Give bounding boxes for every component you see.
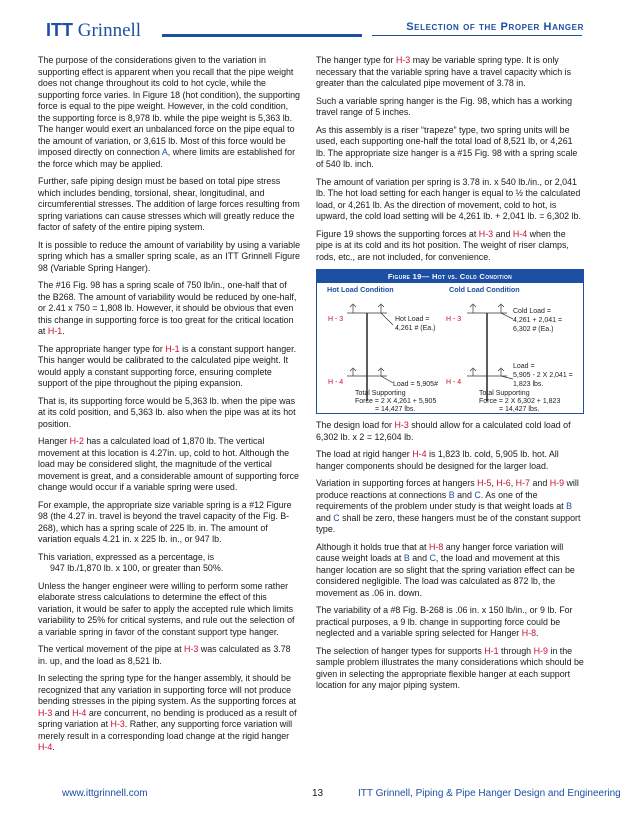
header-rule-thin [372,35,582,36]
page-header [0,0,638,48]
cold-load-line-1: Cold Load = [513,308,551,315]
paragraph: Variation in supporting forces at hangers H-5, H-6, H-7 and H-9 will produce reactions at connections B and C. As one of the requirements of the problem under study is that weight loads at B and C shall be zero, these hangers must be of the constant support type. [316,478,581,534]
paragraph: The hanger type for H-3 may be variable spring type. It is only necessary that the variable spring have a travel capacity which is greater than the calculated pipe movement of 3.78 in. [316,55,572,88]
figure-19 [316,269,584,414]
header-rule [162,34,362,37]
cold-load-line-3: 6,302 # (Ea.) [513,326,554,333]
cold-total-line-3: = 14,427 lbs. [499,406,540,413]
paragraph: The variability of a #8 Fig. B-268 is .06 in. x 150 lb/in., or 9 lb. For practical purposes, a 9 lb. change in supporting force could be neglected and a variable spring selected for Hanger H-8. [316,605,573,638]
cold-load-line-2: 4,261 + 2,041 = [513,317,563,324]
hot-total-line-2: Force = 2 X 4,261 + 5,905 [355,398,437,405]
hot-total-line-1: Total Supporting [355,390,406,397]
paragraph: Further, safe piping design must be based on total pipe stress which includes bending, torsional, shear, longitudinal, and circumferential stresses. The addition of large forces resulting from spring variations can cause stresses which will greatly reduce the factor of safety of the entire piping system. [38,176,300,232]
paragraph: Such a variable spring hanger is the Fig. 98, which has a working travel range of 5 inches. [316,95,573,117]
paragraph: The amount of variation per spring is 3.78 in. x 540 lb./in., or 2,041 lb. The hot load setting for each hanger is equal to ½ the calculated load, or 4,261 lb. As the direction of movement, cold to hot, is upward, the cold load setting will be 4,261 lb. + 2,041 lb. = 6,302 lb. [316,176,581,221]
cold-h3-spring-icon [470,304,504,307]
cold-heading: Cold Load Condition [449,285,520,294]
paragraph: The selection of hanger types for supports H-1 through H-9 in the sample problem illustrates the many considerations which should be given in selecting the appropriate flexible hanger at each support location for any major piping system. [316,645,584,690]
cold-assembly [467,304,513,401]
figure-diagram [317,283,583,413]
section-title: Selection of the Proper Hanger [406,21,584,33]
hot-load-line-1: Hot Load = [395,316,430,323]
paragraph: That is, its supporting force would be 5,363 lb. when the pipe was at its cold position, and 5,363 lb. also when the pipe was at its hot position. [38,395,296,429]
hot-assembly [347,304,393,401]
cold-total-line-1: Total Supporting [479,390,530,397]
paragraph: Unless the hanger engineer were willing to perform some rather elaborate stress calculations to determine the effect of this variation, it would be safer to apply the accepted rule which limits variability to 25% for critical systems, and rule out the selection of a variable spring in favor of the constant support type hanger. [38,580,295,637]
page-number: 13 [312,788,324,799]
hot-total-line-3: = 14,427 lbs. [375,406,416,413]
footer-url[interactable]: www.ittgrinnell.com [62,788,148,799]
page-footer [0,788,638,804]
paragraph: The #16 Fig. 98 has a spring scale of 750 lb/in., one-half that of the B268. The amount of variability would be reduced by one-half, or 2.41 x 750 = 1,808 lb. However, it should be obvious that even this change in supporting force is too great for the critical location at H-1. [38,280,297,336]
figure-title: Figure 19— Hot vs. Cold Condition [317,270,583,283]
hot-h3-label: H - 3 [328,316,344,323]
cold-h4-load-line-2: 5,905 - 2 X 2,041 = [513,372,573,379]
paragraph: The purpose of the considerations given to the variation in supporting effect is apparent when you recall that the pipe weight does not change throughout its cold to hot cycle, while the supporting force varies. In Figure 18 (hot condition), the supporting force is equal to the pipe weight. However, in the cold condition, the supporting force is 8,978 lb. while the pipe weight is 5,363 lb. The hanger would exert an unbalanced force on the pipe equal to the amount of variation, or 3,615 lb. Most of this force would be imposed directly on connection A, where limits are established for the force which may be applied. [38,55,300,169]
logo-itt: ITT [46,20,73,40]
cold-h4-leader [501,376,513,379]
cold-h4-load-line-3: 1,823 lbs. [513,381,544,388]
cold-h4-label: H - 4 [446,379,462,386]
paragraph: The appropriate hanger type for H-1 is a constant support hanger. This hanger would be calibrated to the calculated pipe weight. It would apply a constant supporting force, ensuring complete support of the pipe throughout the piping expansion. [38,343,297,388]
paragraph: Although it holds true that at H-8 any hanger force variation will cause weight loads at B and C, the load and movement at this hanger location are so slight that the spring variation effect can be considered negligible. The load was calculated as 872 lb, the movement as .06 in. down. [316,541,575,598]
paragraph: Figure 19 shows the supporting forces at H-3 and H-4 when the pipe is at its cold and its hot position. The weight of riser clamps, rods, etc., are not included, for convenience. [316,228,569,262]
paragraph: 947 lb./1,870 lb. x 100, or greater than 50%. [50,563,224,573]
hot-h4-load: Load = 5,905# [393,381,438,388]
paragraph: As this assembly is a riser “trapeze” type, two spring units will be used, each supporting one-half the total load of 8,521 lb, or 4,261 lb. The appropriate size hanger is a #15 Fig. 98 with a spring scale of 540 lb. inch. [316,124,578,169]
paragraph: In selecting the spring type for the hanger assembly, it should be recognized that any variation in supporting force will not produce bending stresses in the piping system. As the supporting forces at H-3 and H-4 are concurrent, no bending is produced as a result of spring variation at H-3. Rather, any supporting force variation will merely result in a corresponding load change at the rigid hanger H-4. [38,673,297,752]
paragraph: For example, the appropriate size variable spring is a #12 Figure 98 (the 4.27 in. travel is beyond the travel capacity of the Fig. B-268), which has a spring scale of 225 lb. in. The amount of variation equals 4.21 in. x 225 lb. in., or 947 lb. [38,499,292,544]
cold-h4-load-line-1: Load = [513,363,535,370]
left-column [38,55,300,760]
paragraph: This variation, expressed as a percentage, is [38,551,215,562]
footer-title: ITT Grinnell, Piping & Pipe Hanger Design and Engineering [358,788,621,799]
hot-heading: Hot Load Condition [327,285,394,294]
hot-load-leader [381,313,393,325]
hot-h4-leader [381,376,393,383]
hot-load-line-2: 4,261 # (Ea.) [395,325,436,332]
hot-h4-label: H - 4 [328,379,344,386]
paragraph: The vertical movement of the pipe at H-3 was calculated as 3.78 in. up, and the load as 8,521 lb. [38,644,291,666]
right-column [316,55,584,698]
paragraph: The load at rigid hanger H-4 is 1,823 lb. cold, 5,905 lb. hot. All hanger components should be designed for the larger load. [316,449,559,471]
cold-total-line-2: Force = 2 X 6,302 + 1,823 [479,398,561,405]
itt-grinnell-logo [46,20,141,42]
cold-h3-label: H - 3 [446,316,462,323]
hot-h3-spring-icon [350,304,384,307]
logo-grinnell: Grinnell [77,20,142,41]
paragraph: Hanger H-2 has a calculated load of 1,870 lb. The vertical movement at this location is 4.27in. up, cold to hot. Although the load may be considered slight, the magnitude of the vertical movement is great, and a considerable amount of supporting force change would occur if a variable spring were used. [38,436,299,492]
paragraph: It is possible to reduce the amount of variability by using a variable spring which has a smaller spring scale, as an ITT Grinnell Figure 98 (Variable Spring Hanger). [38,239,300,273]
paragraph: The design load for H-3 should allow for a calculated cold load of 6,302 lb. x 2 = 12,604 lb. [316,420,571,442]
cold-load-leader [501,313,513,319]
